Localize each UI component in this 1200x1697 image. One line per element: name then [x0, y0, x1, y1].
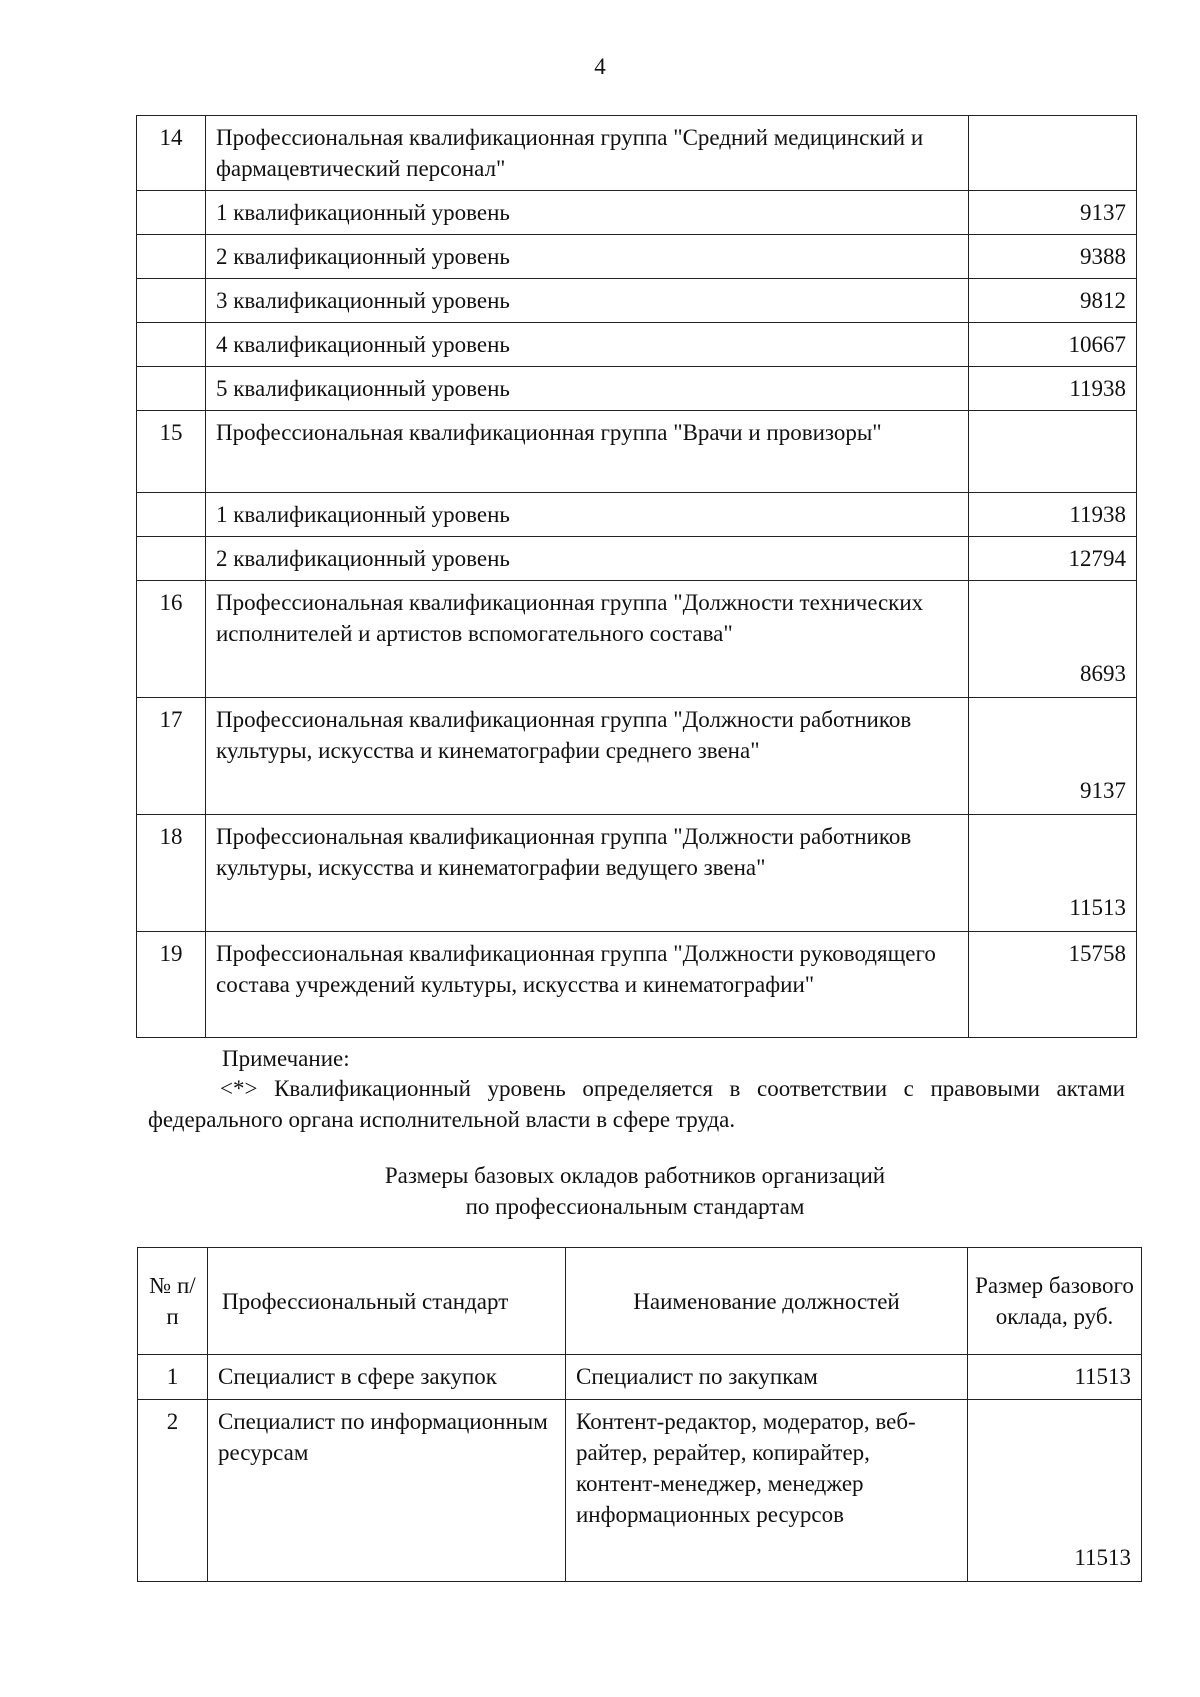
row-number: 14	[137, 116, 206, 191]
section-title-line2: по профессиональным стандартам	[465, 1194, 805, 1219]
group-name: Профессиональная квалификационная группа "Должности технических исполнителей и артистов вспомогательного состава"	[206, 581, 969, 698]
level-name: 3 квалификационный уровень	[206, 279, 969, 323]
qualification-groups-table	[136, 115, 1137, 1038]
salary-value: 9388	[969, 235, 1137, 279]
table-row	[137, 411, 1137, 493]
table-header-row	[138, 1248, 1142, 1355]
table-row	[137, 815, 1137, 932]
row-number	[137, 493, 206, 537]
table-row	[137, 493, 1137, 537]
salary-value: 8693	[969, 581, 1137, 698]
group-name: Профессиональная квалификационная группа "Средний медицинский и фармацевтический персонал"	[206, 116, 969, 191]
note-label: Примечание:	[222, 1046, 350, 1071]
salary-value: 11938	[969, 367, 1137, 411]
group-name: Профессиональная квалификационная группа "Должности работников культуры, искусства и кинематографии среднего звена"	[206, 698, 969, 815]
note-text: <*> Квалификационный уровень определяется в соответствии с правовыми актами федерального органа исполнительной власти в сфере труда.	[148, 1076, 1125, 1132]
group-name: Профессиональная квалификационная группа "Должности работников культуры, искусства и кинематографии ведущего звена"	[206, 815, 969, 932]
salary-value: 11513	[969, 815, 1137, 932]
standard-name: Специалист в сфере закупок	[208, 1355, 566, 1400]
salary-value: 11938	[969, 493, 1137, 537]
header-salary: Размер базового оклада, руб.	[968, 1248, 1142, 1355]
row-number	[137, 367, 206, 411]
row-number	[137, 235, 206, 279]
row-number: 17	[137, 698, 206, 815]
salary-value: 15758	[969, 932, 1137, 1038]
header-number: № п/п	[138, 1248, 208, 1355]
level-name: 5 квалификационный уровень	[206, 367, 969, 411]
level-name: 1 квалификационный уровень	[206, 493, 969, 537]
row-number: 18	[137, 815, 206, 932]
row-number	[137, 537, 206, 581]
group-name: Профессиональная квалификационная группа "Врачи и провизоры"	[206, 411, 969, 493]
salary-value: 11513	[968, 1400, 1142, 1582]
level-name: 4 квалификационный уровень	[206, 323, 969, 367]
salary-value	[969, 116, 1137, 191]
standard-name: Специалист по информационным ресурсам	[208, 1400, 566, 1582]
table-row	[137, 932, 1137, 1038]
row-number: 19	[137, 932, 206, 1038]
table-row	[137, 116, 1137, 191]
level-name: 2 квалификационный уровень	[206, 537, 969, 581]
table-row	[137, 191, 1137, 235]
table-row	[137, 279, 1137, 323]
salary-value: 11513	[968, 1355, 1142, 1400]
row-number: 15	[137, 411, 206, 493]
position-names: Специалист по закупкам	[566, 1355, 968, 1400]
salary-value: 9137	[969, 191, 1137, 235]
salary-value: 9137	[969, 698, 1137, 815]
salary-value: 12794	[969, 537, 1137, 581]
salary-value: 10667	[969, 323, 1137, 367]
row-number	[137, 279, 206, 323]
section-title-line1: Размеры базовых окладов работников организаций	[384, 1163, 886, 1188]
row-number: 1	[138, 1355, 208, 1400]
level-name: 2 квалификационный уровень	[206, 235, 969, 279]
table-row	[137, 235, 1137, 279]
header-standard: Профессиональный стандарт	[208, 1248, 566, 1355]
table-row	[137, 323, 1137, 367]
table-row	[137, 698, 1137, 815]
table-row	[137, 537, 1137, 581]
table-row	[138, 1400, 1142, 1582]
salary-value: 9812	[969, 279, 1137, 323]
row-number: 2	[138, 1400, 208, 1582]
section-title	[0, 1160, 1200, 1222]
table-row	[137, 581, 1137, 698]
row-number: 16	[137, 581, 206, 698]
table-row	[138, 1355, 1142, 1400]
page-number: 4	[594, 54, 606, 79]
position-names: Контент-редактор, модератор, веб-райтер, рерайтер, копирайтер, контент-менеджер, менеджер информационных ресурсов	[566, 1400, 968, 1582]
professional-standards-table	[137, 1247, 1142, 1582]
header-positions: Наименование должностей	[566, 1248, 968, 1355]
group-name: Профессиональная квалификационная группа "Должности руководящего состава учреждений культуры, искусства и кинематографии"	[206, 932, 969, 1038]
table-row	[137, 367, 1137, 411]
salary-value	[969, 411, 1137, 493]
row-number	[137, 191, 206, 235]
level-name: 1 квалификационный уровень	[206, 191, 969, 235]
row-number	[137, 323, 206, 367]
